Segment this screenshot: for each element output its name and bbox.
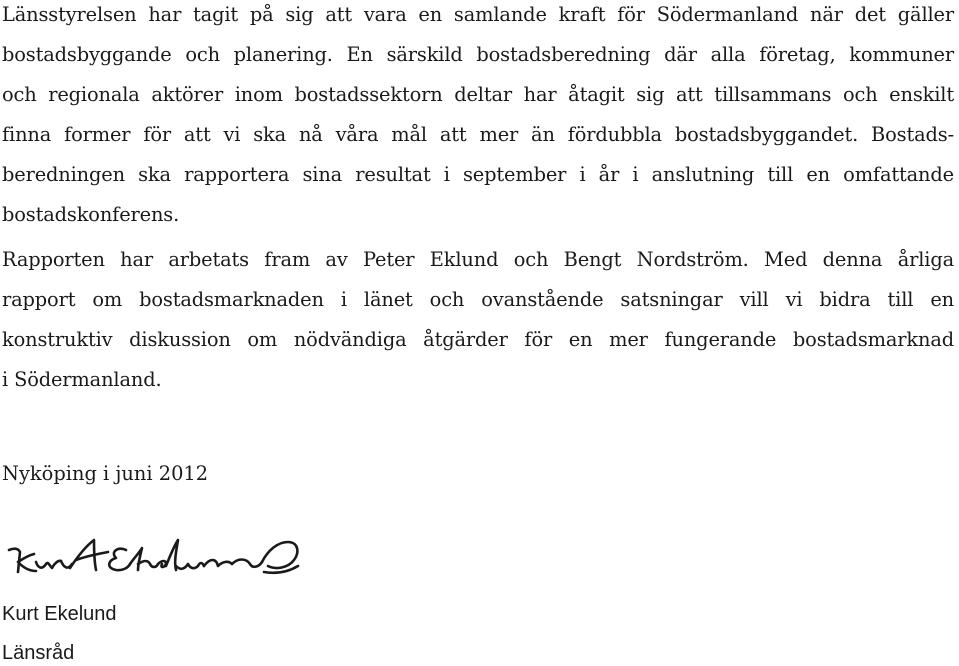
text-line: och regionala aktörer inom bostadssektorn deltar har åtagit sig att tillsammans och enskilt bbox=[2, 83, 954, 106]
text-line: beredningen ska rapportera sina resultat i september i år i anslutning till en omfattande bbox=[2, 163, 954, 186]
date-line: Nyköping i juni 2012 bbox=[2, 462, 209, 485]
signature-strokes bbox=[9, 540, 298, 573]
signatory-title: Länsråd bbox=[2, 642, 75, 664]
text-line: Rapporten har arbetats fram av Peter Eklund och Bengt Nordström. Med denna årliga bbox=[2, 248, 954, 271]
text-line: konstruktiv diskussion om nödvändiga åtgärder för en mer fungerande bostadsmarknad bbox=[2, 328, 954, 351]
text-line: finna former för att vi ska nå våra mål att mer än fördubbla bostadsbyggandet. Bostads- bbox=[2, 123, 954, 146]
text-line: rapport om bostadsmarknaden i länet och ovanstående satsningar vill vi bidra till en bbox=[2, 288, 954, 311]
paragraph-report bbox=[2, 240, 954, 400]
text-line: bostadskonferens. bbox=[2, 203, 180, 226]
text-line: bostadsbyggande och planering. En särskild bostadsberedning där alla företag, kommuner bbox=[2, 43, 954, 66]
signatory-name: Kurt Ekelund bbox=[2, 603, 117, 625]
text-line: Länsstyrelsen har tagit på sig att vara en samlande kraft för Södermanland när det gäller bbox=[2, 3, 954, 26]
paragraph-intro bbox=[2, 0, 954, 235]
text-line: i Södermanland. bbox=[2, 368, 162, 391]
handwritten-signature bbox=[6, 528, 302, 584]
